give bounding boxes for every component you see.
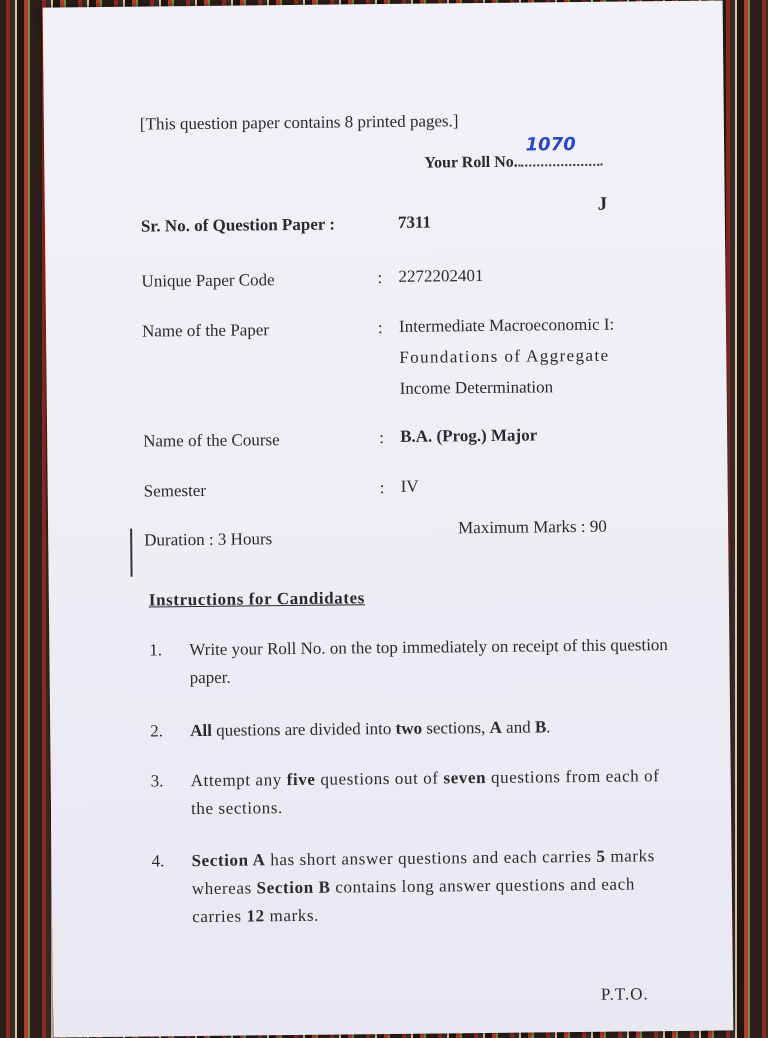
instruction-item-2 <box>150 712 680 746</box>
instruction-text: All questions are divided into two sections, A and B. <box>190 717 551 741</box>
instructions-heading: Instructions for Candidates <box>148 588 366 610</box>
semester-label: Semester <box>143 480 207 501</box>
maximum-marks: Maximum Marks : 90 <box>457 516 607 538</box>
serial-label: Sr. No. of Question Paper : <box>140 214 336 236</box>
course-value: B.A. (Prog.) Major <box>400 425 538 446</box>
instruction-item-3 <box>151 762 682 824</box>
paper-name-value <box>399 309 615 404</box>
instruction-number: 2. <box>150 721 164 741</box>
upc-label: Unique Paper Code <box>141 270 275 291</box>
instruction-number: 3. <box>150 771 164 791</box>
instruction-number: 4. <box>151 851 165 871</box>
paper-name-label: Name of the Paper <box>141 320 270 341</box>
instruction-number: 1. <box>149 640 163 660</box>
question-paper-sheet <box>43 0 734 1037</box>
pto-note: P.T.O. <box>600 984 649 1004</box>
course-colon: : <box>379 428 384 448</box>
semester-value: IV <box>400 476 419 496</box>
paper-name-colon: : <box>377 318 383 338</box>
roll-number-field <box>424 134 602 173</box>
roll-value: 1070 <box>525 134 576 156</box>
margin-pen-mark <box>130 529 133 577</box>
instruction-text: Section A has short answer questions and each carries 5 marks whereas Section B contains long answer questions and each carries 12 marks. <box>191 846 656 927</box>
instruction-item-4 <box>151 842 682 932</box>
pages-note: [This question paper contains 8 printed pages.] <box>139 111 459 134</box>
paper-name-line-1: Intermediate Macroeconomic I: <box>398 314 615 336</box>
instruction-item-1 <box>149 631 680 693</box>
roll-label: Your Roll No. <box>424 153 518 172</box>
duration: Duration : 3 Hours <box>144 529 273 550</box>
upc-colon: : <box>377 268 383 288</box>
serial-value: 7311 <box>397 212 432 232</box>
semester-colon: : <box>379 478 385 498</box>
course-label: Name of the Course <box>143 430 280 451</box>
roll-line <box>518 134 602 167</box>
upc-value: 2272202401 <box>398 265 484 286</box>
set-code: J <box>597 193 608 215</box>
instruction-text: Attempt any five questions out of seven questions from each of the sections. <box>190 766 660 819</box>
paper-name-line-2: Foundations of Aggregate <box>399 345 610 367</box>
paper-name-line-3: Income Determination <box>399 377 554 398</box>
instruction-text: Write your Roll No. on the top immediately on receipt of this question paper. <box>189 635 668 688</box>
